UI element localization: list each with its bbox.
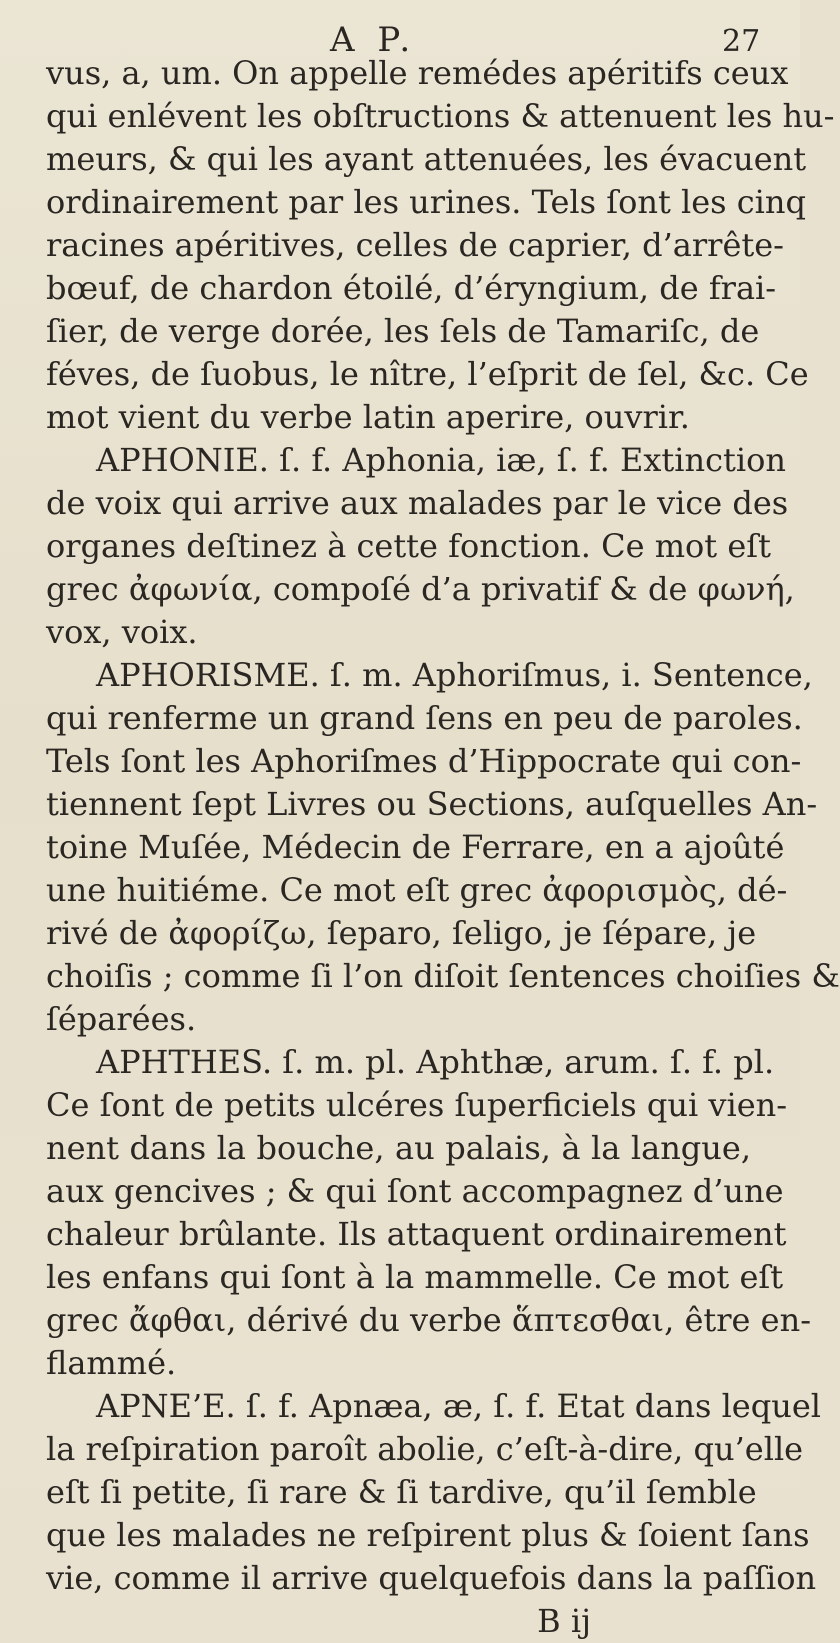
text-line: de voix qui arrive aux malades par le vice des [46,484,789,522]
text-line: eſt ſi petite, ſi rare & ſi tardive, qu’il ſemble [46,1473,757,1511]
text-line: ſier, de verge dorée, les ſels de Tamariſc, de [46,312,760,350]
text-line: rivé de ἀφορίζω, ſeparo, ſeligo, je ſépare, je [46,914,757,952]
entry-heading-aphthes: APHTHES. ſ. m. pl. Aphthæ, arum. ſ. f. pl. [96,1043,775,1081]
text-line: Ce ſont de petits ulcéres ſuperficiels qui vien- [46,1086,788,1124]
text-line: grec ἄφθαι, dérivé du verbe ἅπτεσθαι, être en- [46,1301,811,1339]
text-line: mot vient du verbe latin aperire, ouvrir. [46,398,690,436]
text-line: qui enlévent les obſtructions & attenuent les hu- [46,97,835,135]
text-line: Tels ſont les Aphoriſmes d’Hippocrate qui con- [46,742,802,780]
text-line: féves, de ſuobus, le nître, l’eſprit de ſel, &c. Ce [46,355,809,393]
page-number: 27 [722,24,761,59]
text-line: une huitiéme. Ce mot eſt grec ἀφορισμὸς, dé- [46,871,788,909]
text-line: tiennent ſept Livres ou Sections, auſquelles An- [46,785,818,823]
text-line: qui renferme un grand ſens en peu de paroles. [46,699,803,737]
text-line: vie, comme il arrive quelquefois dans la paſſion [46,1559,817,1597]
text-line: la reſpiration paroît abolie, c’eſt-à-dire, qu’elle [46,1430,804,1468]
text-line: meurs, & qui les ayant attenuées, les évacuent [46,140,807,178]
text-line: grec ἀφωνία, compoſé d’a privatif & de φωνή, [46,570,795,608]
text-line: vus, a, um. On appelle reméd​es apéritifs ceux [46,54,789,92]
text-line: bœuf, de chardon étoilé, d’éryngium, de frai- [46,269,777,307]
entry-heading-aphonie: APHONIE. ſ. f. Aphonia, iæ, ſ. f. Extinction [96,441,786,479]
text-line: que les malades ne reſpirent plus & ſoient ſans [46,1516,810,1554]
text-line: aux gencives ; & qui ſont accompagnez d’une [46,1172,784,1210]
text-line: nent dans la bouche, au palais, à la langue, [46,1129,751,1167]
text-line: choiſis ; comme ſi l’on diſoit ſentences choiſies & [46,957,840,995]
text-line: ſéparées. [46,1000,197,1038]
entry-heading-apnee: APNE’E. ſ. f. Apnæa, æ, ſ. f. Etat dans lequel [96,1387,821,1425]
text-line: chaleur brûlante. Ils attaquent ordinairement [46,1215,787,1253]
text-line: ordinairement par les urines. Tels ſont les cinq [46,183,806,221]
text-line: organes deſtinez à cette fonction. Ce mot eſt [46,527,771,565]
text-line: flammé. [46,1344,177,1382]
text-line: toine Muſée, Médecin de Ferrare, en a ajoûté [46,828,785,866]
running-head: A P. [330,20,417,60]
text-line: les enfans qui ſont à la mammelle. Ce mot eſt [46,1258,784,1296]
text-line: vox, voix. [46,613,198,651]
dictionary-text [46,52,840,1643]
entry-heading-aphorisme: APHORISME. ſ. m. Aphoriſmus, i. Sentence, [96,656,813,694]
text-line: racines apéritives, celles de caprier, d’arrête- [46,226,784,264]
signature-mark: B ij [537,1602,591,1640]
